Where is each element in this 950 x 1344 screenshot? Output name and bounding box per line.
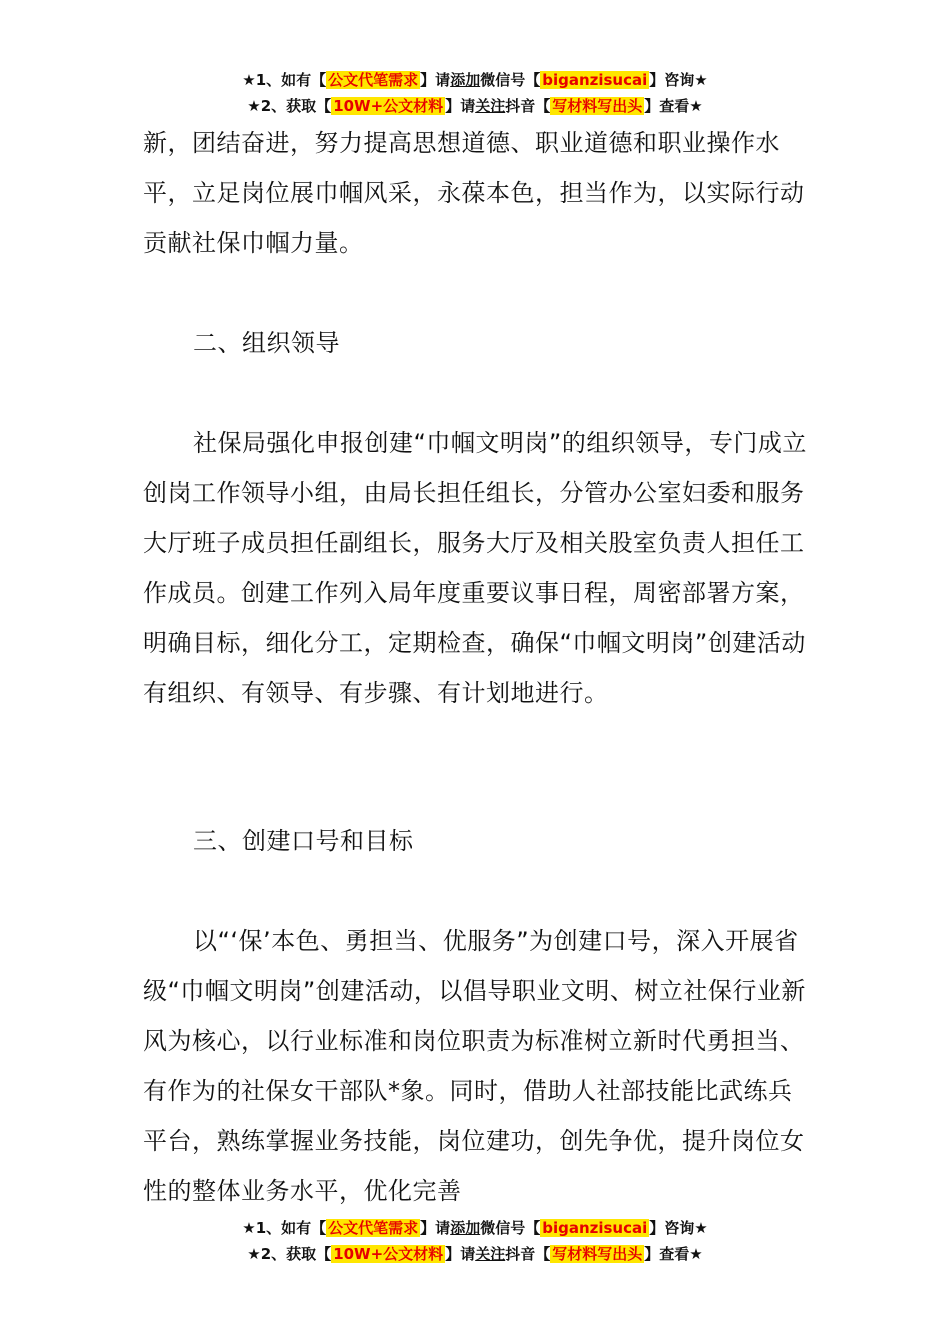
paragraph-organization: 社保局强化申报创建“巾帼文明岗”的组织领导，专门成立创岗工作领导小组，由局长担任组长，分管办公室妇委和服务大厅班子成员担任副组长，服务大厅及相关股室负责人担任工作成员。创建工作列入局年度重要议事日程，周密部署方案，明确目标，细化分工，定期检查，确保“巾帼文明岗”创建活动有组织、有领导、有步骤、有计划地进行。 bbox=[143, 429, 807, 707]
section-three bbox=[143, 816, 807, 866]
paragraph-slogan: 以“‘保’本色、勇担当、优服务”为创建口号，深入开展省级“巾帼文明岗”创建活动，以倡导职业文明、树立社保行业新风为核心，以行业标准和岗位职责为标准树立新时代勇担当、有作为的社保女干部队*象。同时，借助人社部技能比武练兵平台，熟练掌握业务技能，岗位建功，创先争优，提升岗位女性的整体业务水平，优化完善 bbox=[143, 927, 806, 1205]
paragraph-continuation: 新，团结奋进，努力提高思想道德、职业道德和职业操作水平，立足岗位展巾帼风采，永葆本色，担当作为，以实际行动贡献社保巾帼力量。 bbox=[143, 129, 805, 257]
header-line-2: ★2、获取【 10W+公文材料 】请关注抖音【 写材料写出头 】查看★ bbox=[247, 97, 703, 115]
highlight-douyin: 写材料写出头 bbox=[552, 1245, 643, 1263]
header-line-1: ★1、如有【 公文代笔需求 】请添加微信号【 biganzisucai 】咨询★ bbox=[242, 71, 708, 89]
highlight-douyin: 写材料写出头 bbox=[552, 97, 643, 115]
section-heading-3: 三、创建口号和目标 bbox=[193, 827, 414, 855]
highlight-wechat-id: biganzisucai bbox=[542, 1219, 648, 1237]
section-two bbox=[143, 318, 807, 368]
section-heading-2: 二、组织领导 bbox=[193, 329, 340, 357]
footer-line-1: ★1、如有【 公文代笔需求 】请添加微信号【 biganzisucai 】咨询★ bbox=[242, 1219, 708, 1237]
highlight-service: 公文代笔需求 bbox=[328, 1219, 419, 1237]
highlight-materials: 10W+公文材料 bbox=[333, 1245, 444, 1263]
highlight-wechat-id: biganzisucai bbox=[542, 71, 648, 89]
document-body bbox=[143, 118, 807, 268]
header-banner bbox=[0, 67, 950, 119]
section-two-body bbox=[143, 418, 807, 718]
footer-banner bbox=[0, 1215, 950, 1267]
highlight-service: 公文代笔需求 bbox=[328, 71, 419, 89]
section-three-body bbox=[143, 916, 807, 1216]
highlight-materials: 10W+公文材料 bbox=[333, 97, 444, 115]
footer-line-2: ★2、获取【 10W+公文材料 】请关注抖音【 写材料写出头 】查看★ bbox=[247, 1245, 703, 1263]
